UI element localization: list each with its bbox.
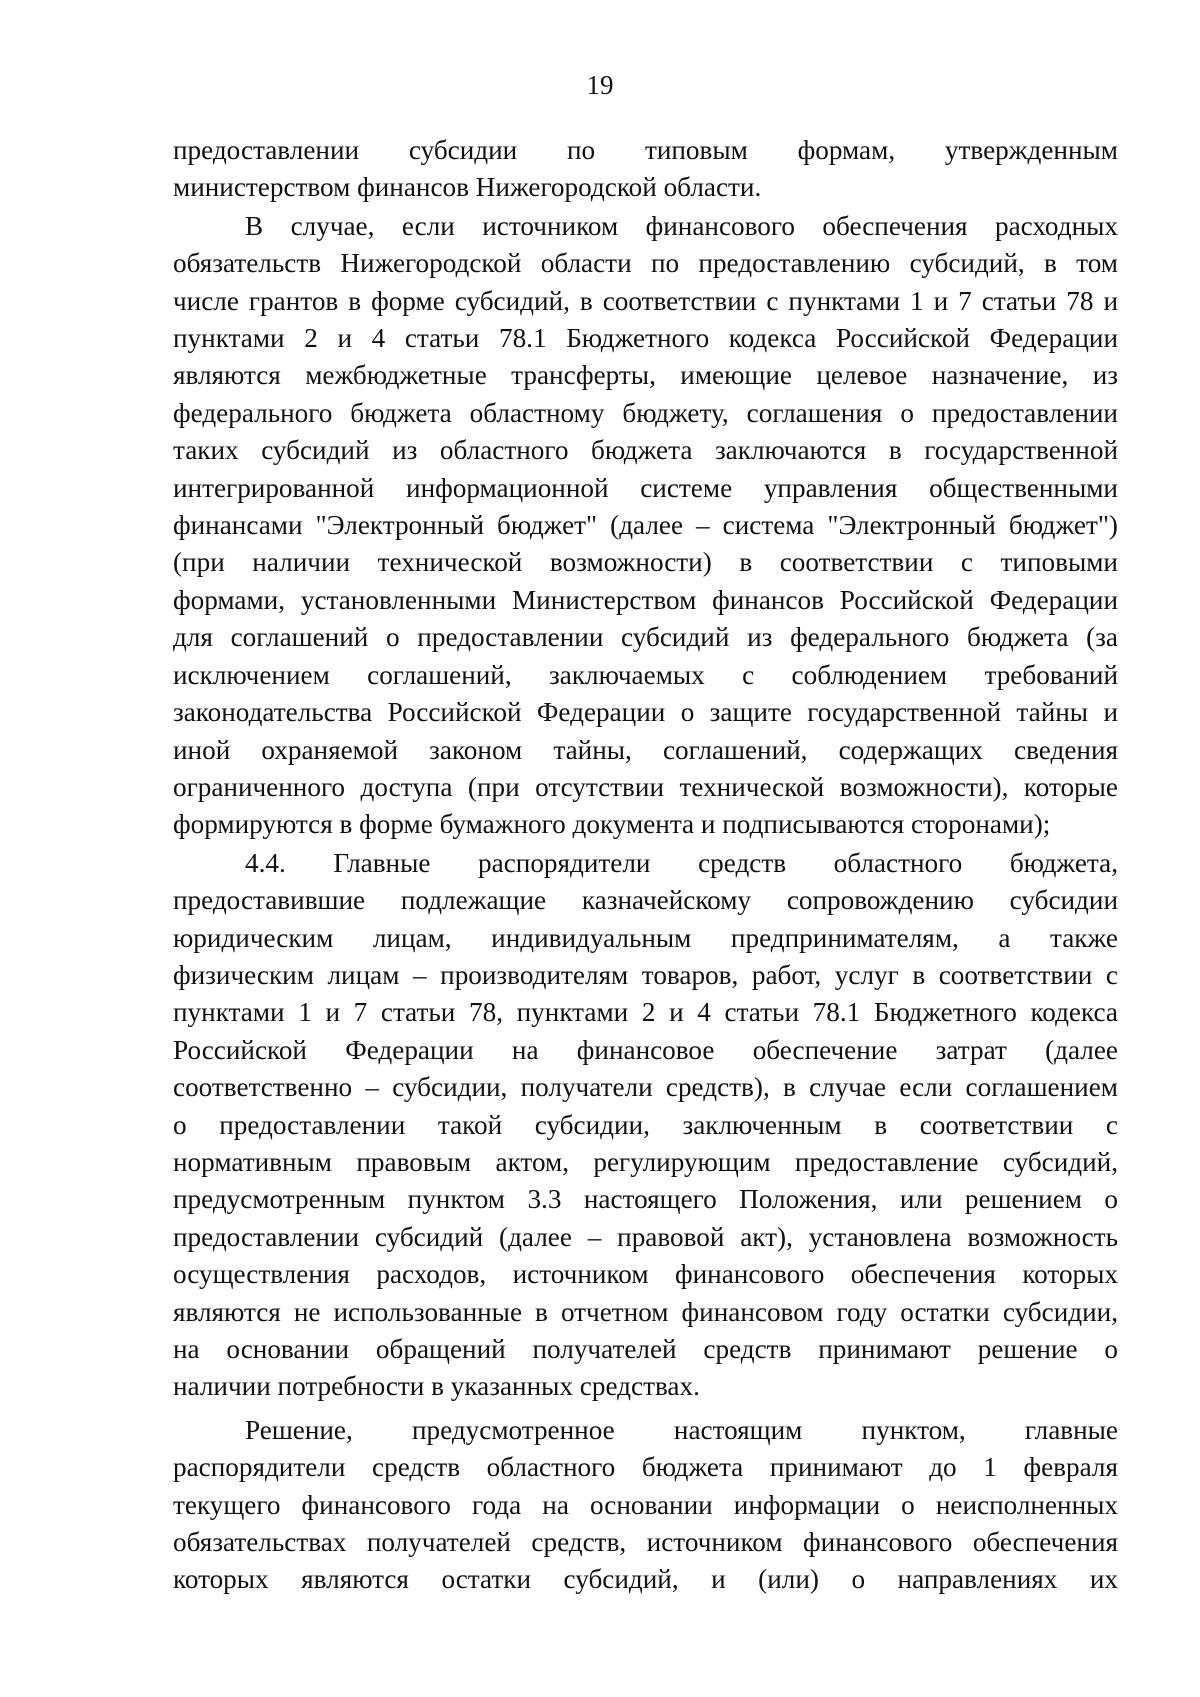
text-line: формируются в форме бумажного документа и подписываются сторонами); [173, 809, 1051, 840]
paragraph-continuation [173, 132, 1118, 207]
text-line: предоставлении субсидии по типовым формам, утвержденным [173, 135, 1118, 165]
text-line: соответственно – субсидии, получатели средств), в случае если соглашением [173, 1072, 1118, 1103]
text-line: пунктами 2 и 4 статьи 78.1 Бюджетного кодекса Российской Федерации [173, 323, 1118, 354]
text-line: распорядители средств областного бюджета принимают до 1 февраля [173, 1452, 1118, 1483]
text-line: (при наличии технической возможности) в соответствии с типовыми [173, 547, 1118, 578]
text-line: министерством финансов Нижегородской области. [173, 172, 762, 203]
text-line: нормативным правовым актом, регулирующим предоставление субсидий, [173, 1146, 1118, 1177]
text-line: предоставившие подлежащие казначейскому сопровождению субсидии [173, 885, 1118, 916]
text-line: текущего финансового года на основании информации о неисполненных [173, 1489, 1118, 1520]
text-line: финансами "Электронный бюджет" (далее – система "Электронный бюджет") [173, 510, 1118, 541]
text-line: числе грантов в форме субсидий, в соответствии с пунктами 1 и 7 статьи 78 и [173, 285, 1118, 316]
text-line: предусмотренным пунктом 3.3 настоящего Положения, или решением о [173, 1184, 1118, 1215]
text-line: о предоставлении такой субсидии, заключенным в соответствии с [173, 1109, 1118, 1140]
paragraph-electronic-budget [173, 208, 1118, 844]
text-line: для соглашений о предоставлении субсидий из федерального бюджета (за [173, 622, 1118, 653]
text-line: являются не использованные в отчетном финансовом году остатки субсидии, [173, 1296, 1118, 1327]
text-line: юридическим лицам, индивидуальным предпринимателям, а также [173, 922, 1118, 953]
text-line: осуществления расходов, источником финансового обеспечения которых [173, 1259, 1118, 1290]
text-line: иной охраняемой законом тайны, соглашений, содержащих сведения [173, 734, 1118, 765]
text-line: интегрированной информационной системе управления общественными [173, 472, 1118, 503]
text-line: физическим лицам – производителям товаров, работ, услуг в соответствии с [173, 959, 1118, 990]
paragraph-4-4 [173, 845, 1118, 1406]
text-line: формами, установленными Министерством финансов Российской Федерации [173, 584, 1118, 615]
text-line: федерального бюджета областному бюджету, соглашения о предоставлении [173, 397, 1118, 428]
text-line: наличии потребности в указанных средствах. [173, 1371, 700, 1402]
text-line: обязательств Нижегородской области по предоставлению субсидий, в том [173, 248, 1118, 279]
text-line: предоставлении субсидий (далее – правовой акт), установлена возможность [173, 1221, 1118, 1252]
page-number: 19 [586, 70, 614, 100]
text-line: пунктами 1 и 7 статьи 78, пунктами 2 и 4 статьи 78.1 Бюджетного кодекса [173, 997, 1118, 1028]
text-line: которых являются остатки субсидий, и (или) о направлениях их [173, 1564, 1118, 1595]
text-line: законодательства Российской Федерации о защите государственной тайны и [173, 697, 1118, 728]
text-line: ограниченного доступа (при отсутствии технической возможности), которые [173, 771, 1118, 802]
text-line: 4.4. Главные распорядители средств областного бюджета, [245, 847, 1118, 878]
document-body [173, 132, 1118, 1599]
text-line: Российской Федерации на финансовое обеспечение затрат (далее [173, 1034, 1118, 1065]
text-line: Решение, предусмотренное настоящим пунктом, главные [245, 1414, 1118, 1445]
text-line: В случае, если источником финансового обеспечения расходных [245, 210, 1118, 241]
text-line: на основании обращений получателей средств принимают решение о [173, 1334, 1118, 1364]
text-line: таких субсидий из областного бюджета заключаются в государственной [173, 435, 1118, 466]
text-line: обязательствах получателей средств, источником финансового обеспечения [173, 1527, 1118, 1558]
paragraph-decision [173, 1412, 1118, 1599]
text-line: являются межбюджетные трансферты, имеющие целевое назначение, из [173, 360, 1118, 391]
text-line: исключением соглашений, заключаемых с соблюдением требований [173, 659, 1118, 690]
